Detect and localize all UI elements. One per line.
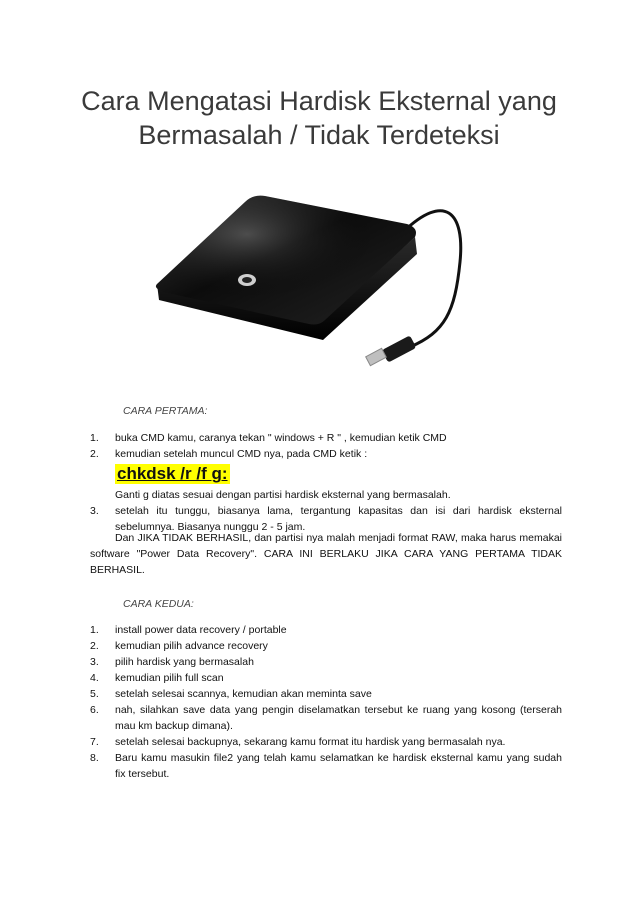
list-item: 5. setelah selesai scannya, kemudian akan meminta save xyxy=(90,688,372,700)
list-item: 3. pilih hardisk yang bermasalah xyxy=(90,656,254,668)
list-item: 1. install power data recovery / portable xyxy=(90,624,287,636)
command-text: chkdsk /r /f g: xyxy=(117,464,228,483)
paragraph-fallback: Dan JIKA TIDAK BERHASIL, dan partisi nya malah menjadi format RAW, maka harus memakai software "Power Data Recovery". CARA INI BERLAKU JIKA CARA YANG PERTAMA TIDAK BERHASIL. xyxy=(90,532,562,576)
list-item: 3. setelah itu tunggu, biasanya lama, tergantung kapasitas dan isi dari hardisk eksternal sebelumnya. Biasanya nunggu 2 - 5 jam. xyxy=(90,505,562,533)
steps-list-first xyxy=(90,430,562,535)
list-item: 4. kemudian pilih full scan xyxy=(90,672,224,684)
title-line-2: Bermasalah / Tidak Terdeteksi xyxy=(138,120,500,150)
page-title xyxy=(60,84,578,152)
section-label-second: CARA KEDUA: xyxy=(123,598,194,610)
command-note: Ganti g diatas sesuai dengan partisi hardisk eksternal yang bermasalah. xyxy=(115,489,451,501)
steps-list-second xyxy=(90,622,562,782)
external-hard-drive-icon xyxy=(145,172,475,382)
title-line-1: Cara Mengatasi Hardisk Eksternal yang xyxy=(81,86,557,116)
list-item: 6. nah, silahkan save data yang pengin diselamatkan tersebut ke ruang yang kosong (terserah mau km backup dimana). xyxy=(90,704,562,732)
list-item: 2. kemudian setelah muncul CMD nya, pada CMD ketik : chkdsk /r /f g: Ganti g diatas sesuai dengan partisi hardisk eksternal yang bermasalah. xyxy=(90,446,562,503)
list-item: 1. buka CMD kamu, caranya tekan " windows + R " , kemudian ketik CMD xyxy=(90,432,447,444)
list-item: 2. kemudian pilih advance recovery xyxy=(90,640,268,652)
list-item: 8. Baru kamu masukin file2 yang telah kamu selamatkan ke hardisk eksternal kamu yang sudah fix tersebut. xyxy=(90,752,562,780)
section-label-first: CARA PERTAMA: xyxy=(123,405,208,417)
list-item: 7. setelah selesai backupnya, sekarang kamu format itu hardisk yang bermasalah nya. xyxy=(90,736,506,748)
